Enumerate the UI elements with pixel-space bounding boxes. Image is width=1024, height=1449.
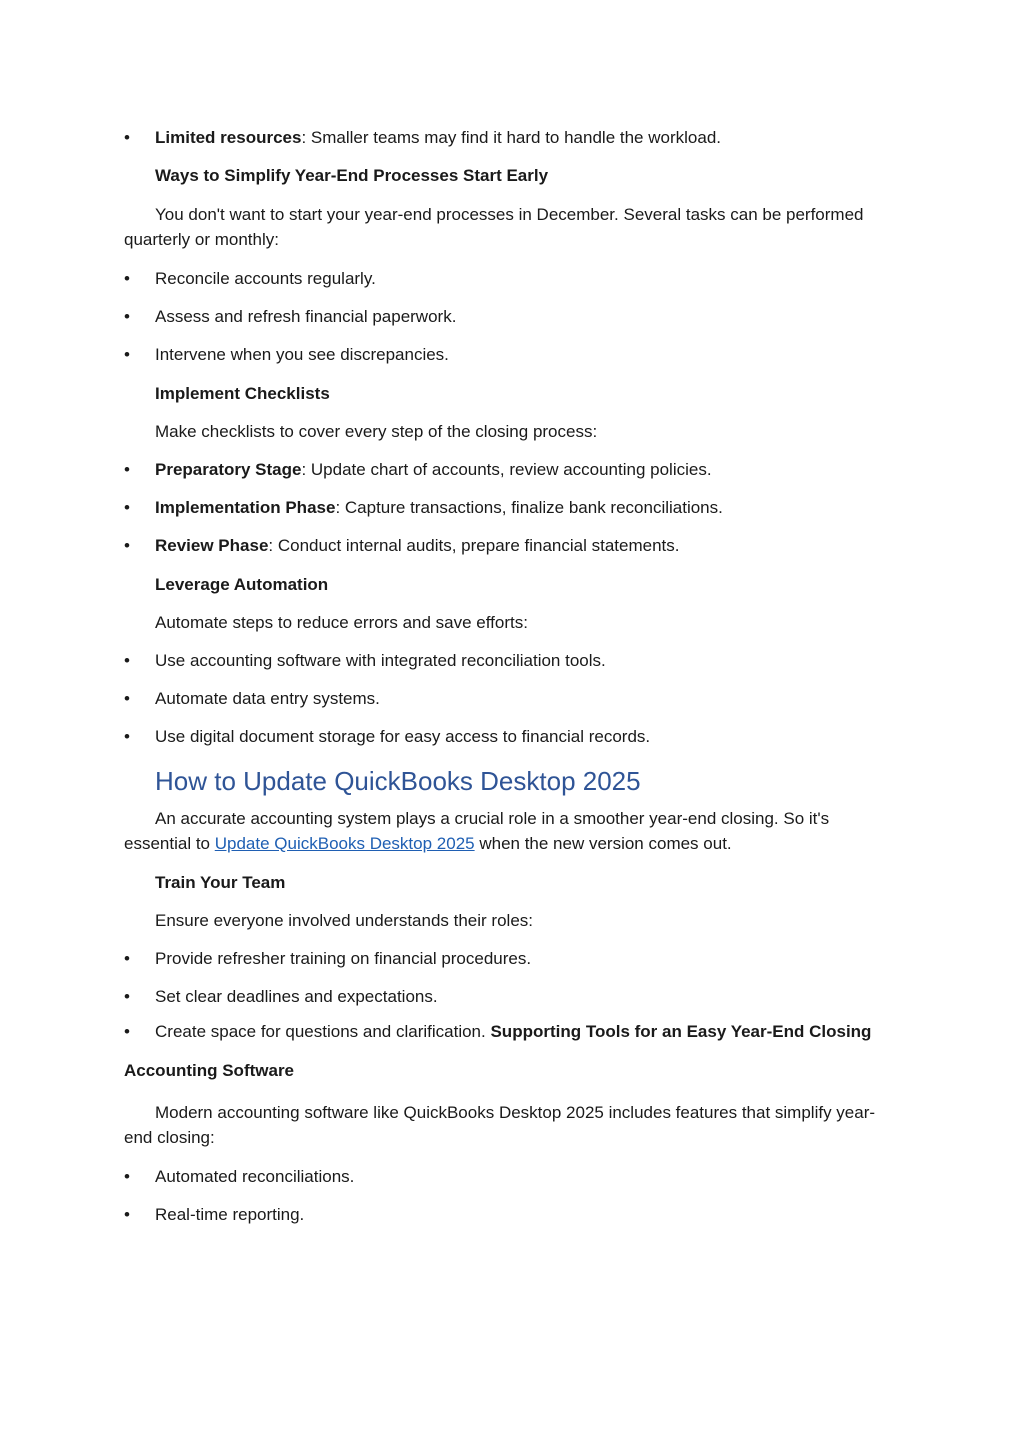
subheading-software: Accounting Software [124, 1061, 295, 1080]
bullet-icon: • [124, 498, 130, 517]
list-item-bold: Limited resources [155, 128, 302, 147]
subheading-supporting-tools: Supporting Tools for an Easy Year-End Closing [490, 1022, 872, 1041]
subheading-train: Train Your Team [155, 873, 286, 892]
bullet-icon: • [124, 651, 130, 670]
bullet-icon: • [124, 987, 130, 1006]
paragraph-train: Ensure everyone involved understands their roles: [155, 911, 533, 930]
bullet-icon: • [124, 1022, 130, 1041]
bullet-icon: • [124, 727, 130, 746]
paragraph-automation: Automate steps to reduce errors and save efforts: [155, 613, 528, 632]
section-heading-update: How to Update QuickBooks Desktop 2025 [155, 766, 641, 796]
list-item-text: : Smaller teams may find it hard to handle the workload. [301, 128, 721, 147]
bullet-icon: • [124, 536, 130, 555]
paragraph-update: An accurate accounting system plays a crucial role in a smoother year-end closing. So it's essential to Update QuickBooks Desktop 2025 when the new version comes out. [124, 809, 830, 853]
paragraph-start-early: You don't want to start your year-end processes in December. Several tasks can be performed quarterly or monthly: [124, 205, 864, 249]
bullet-icon: • [124, 128, 130, 147]
bullet-icon: • [124, 1167, 130, 1186]
bullet-icon: • [124, 269, 130, 288]
bullet-icon: • [124, 460, 130, 479]
bullet-icon: • [124, 949, 130, 968]
bullet-icon: • [124, 689, 130, 708]
bullet-icon: • [124, 1205, 130, 1224]
bullet-icon: • [124, 307, 130, 326]
subheading-checklists: Implement Checklists [155, 384, 330, 403]
paragraph-software: Modern accounting software like QuickBooks Desktop 2025 includes features that simplify year- end closing: [124, 1103, 876, 1147]
subheading-start-early: Ways to Simplify Year-End Processes Start Early [155, 166, 549, 185]
paragraph-checklists: Make checklists to cover every step of the closing process: [155, 422, 598, 441]
subheading-automation: Leverage Automation [155, 575, 329, 594]
update-quickbooks-link[interactable]: Update QuickBooks Desktop 2025 [214, 834, 475, 853]
document-page: • Limited resources: Smaller teams may find it hard to handle the workload. Ways to Simplify Year-End Processes Start Early You don't want to start your year-end processes in December. Several tasks can be performed quarterly or monthly: • Reconcile accounts regularly. • Assess and refresh financial paperwork. • Intervene when you see discrepancies. Implement Checklists Make checklists to cover every step of the closing process: • Preparatory Stage: Update chart of accounts, review accounting policies. • Implementation Phase: Capture transactions, finalize bank reconciliations. • Review Phase: Conduct internal audits, prepare financial statements. Leverage Automation Automate steps to reduce errors and save efforts: • Use accounting software with integrated reconciliation tools. • Automate data entry systems. • Use digital document storage for easy access to financial records. How to Update QuickBooks Desktop 2025 An accurate accounting system plays a crucial role in a smoother year-end closing. So it's essential to Update QuickBooks Desktop 2025 when the new version comes out. Train Your Team Ensure everyone involved understands their roles: • Provide refresher training on financial procedures. • Set clear deadlines and expectations. • Create space for questions and clarification. Supporting Tools for an Easy Year-End Closing Accounting Software Modern accounting software like QuickBooks Desktop 2025 includes features that simplify year- end closing: • Automated reconciliations. • Real-time reporting. [0, 0, 1024, 1449]
bullet-icon: • [124, 345, 130, 364]
